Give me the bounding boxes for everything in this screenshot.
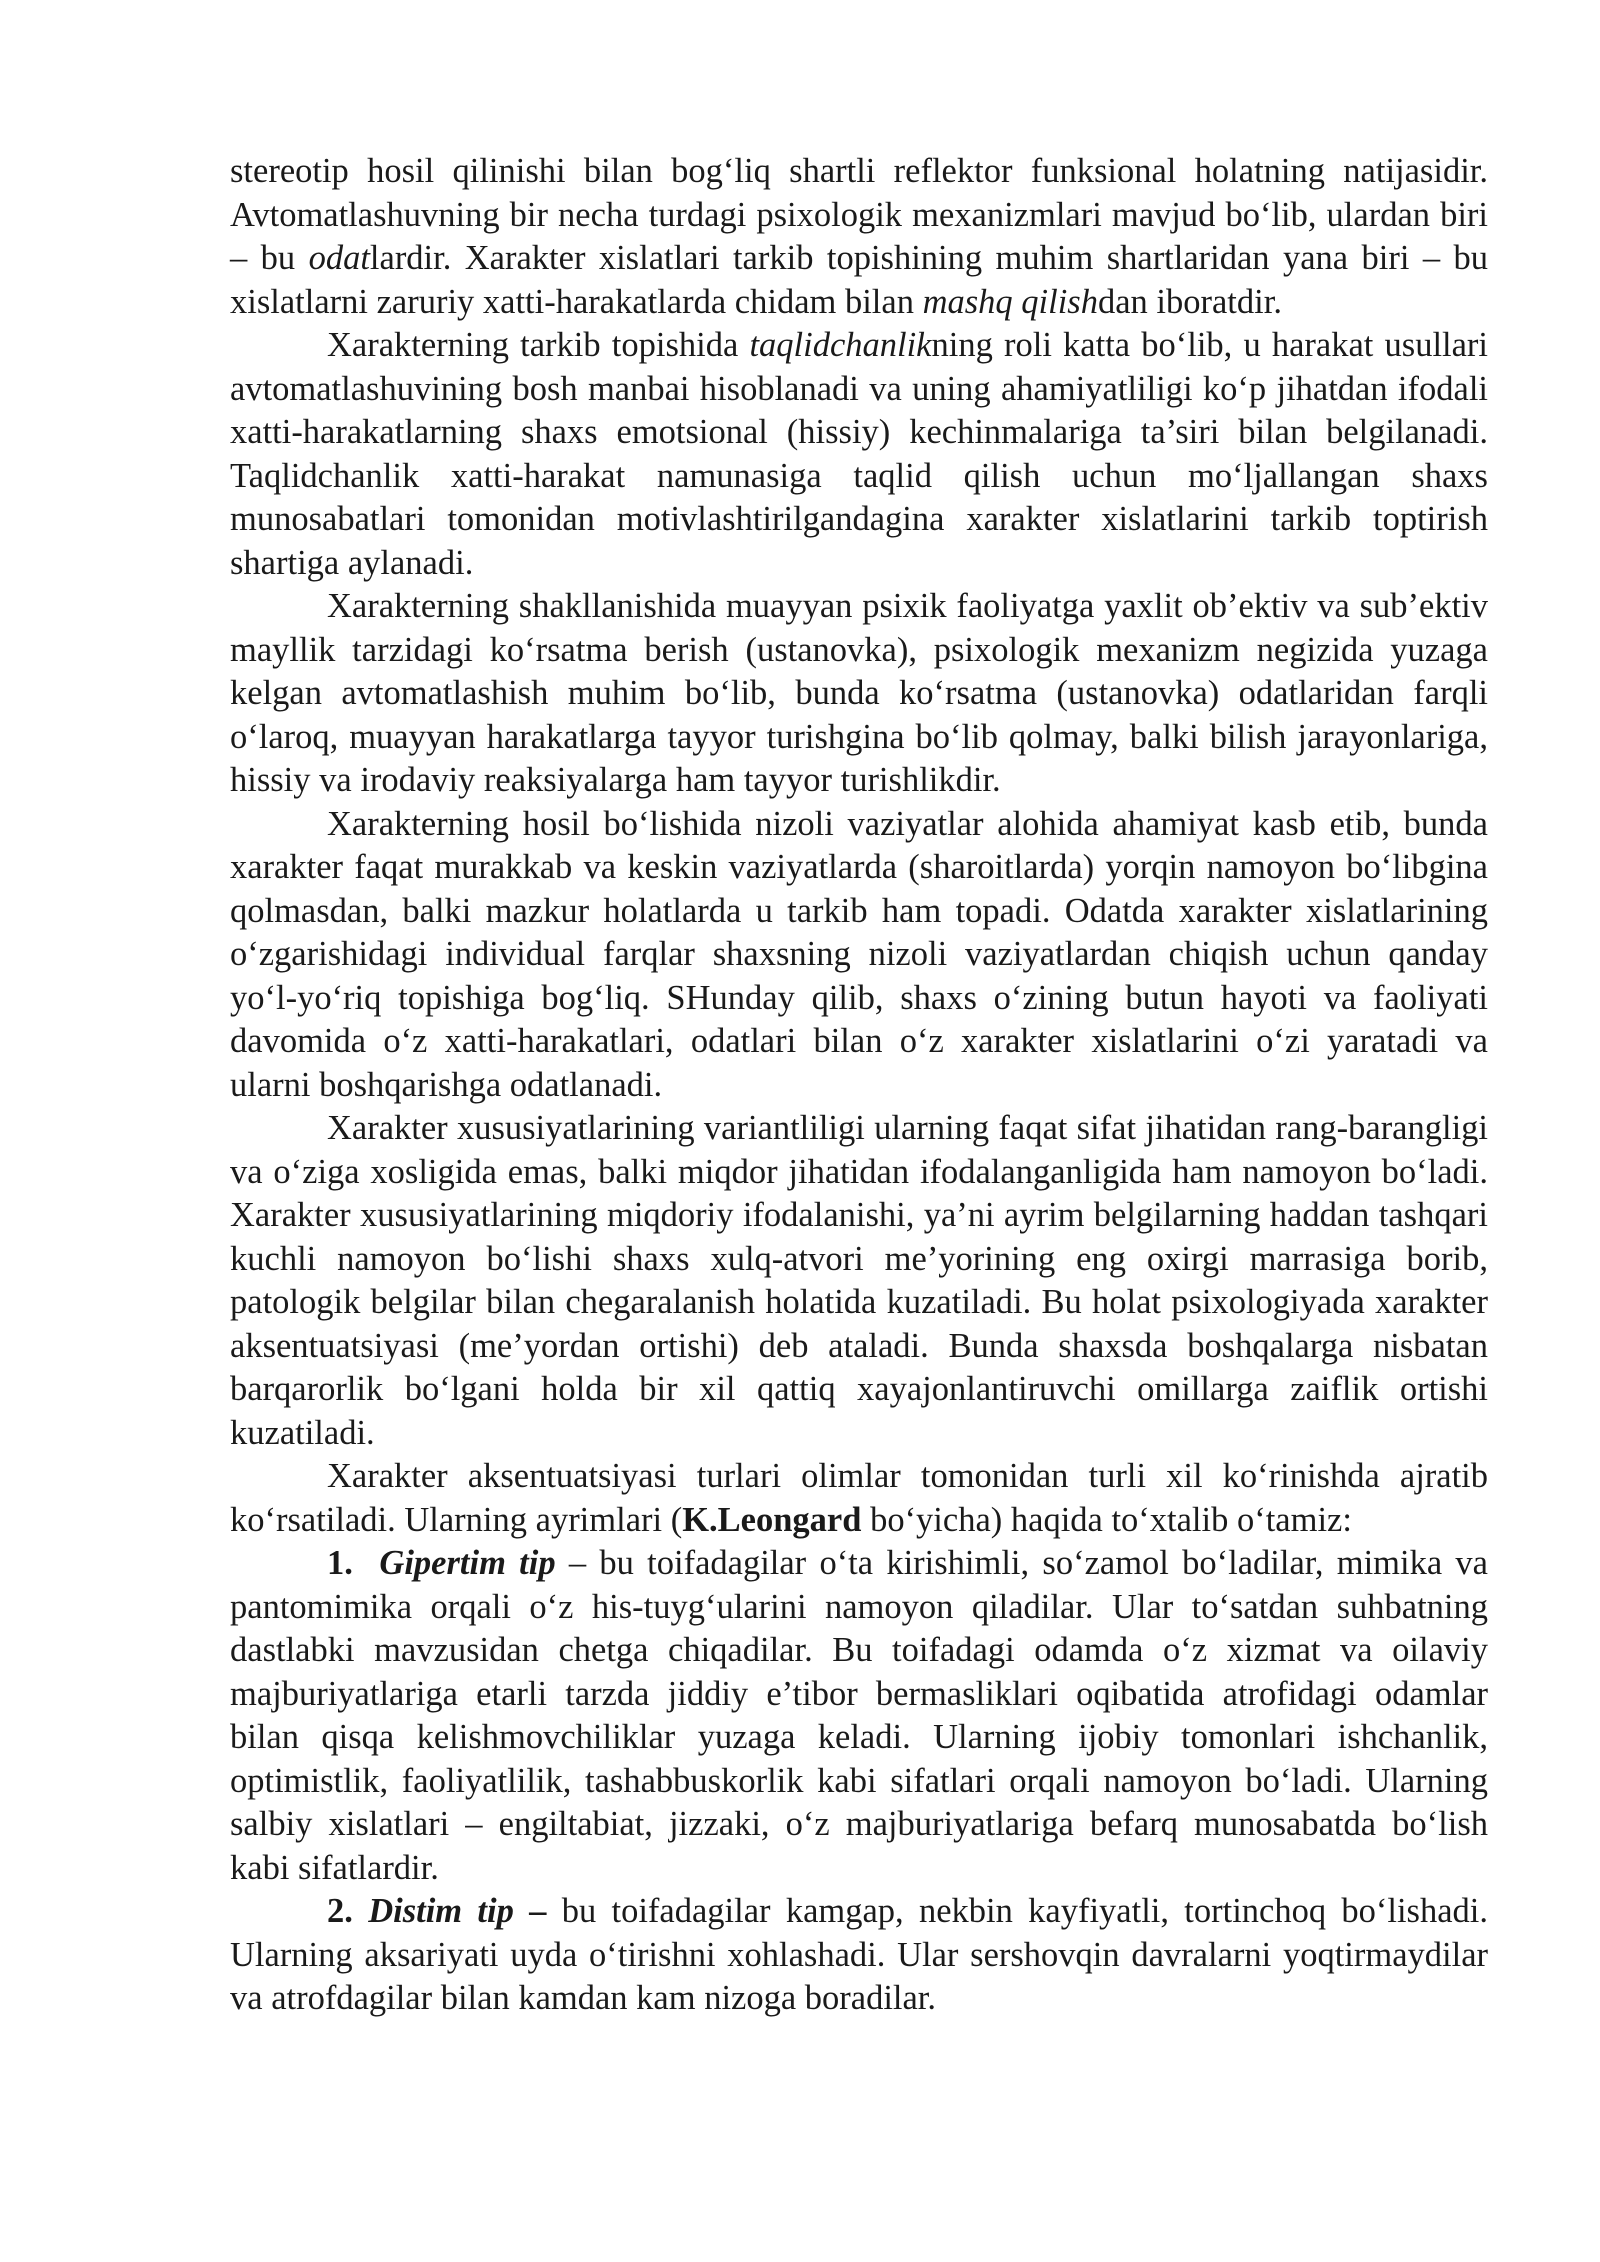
text-run: Xarakterning hosil bo‘lishida nizoli vaziyatlar alohida ahamiyat kasb etib, bunda xarakter faqat murakkab va keskin vaziyatlarda (sharoitlarda) yorqin namoyon bo‘libgina qolmasdan, balki mazkur holatlarda u tarkib ham topadi. Odatda xarakter xislatlarining o‘zgarishidagi individual farqlar shaxsning nizoli vaziyatlardan chiqish uchun qanday yo‘l-yo‘riq topishiga bog‘liq. SHunday qilib, shaxs o‘zining butun hayoti va faoliyati davomida o‘z xatti-harakatlari, odatlari bilan o‘z xarakter xislatlarini o‘zi yaratadi va ularni boshqarishga odatlanadi. bbox=[230, 804, 1488, 1104]
text-run-italic: mashq qilish bbox=[922, 282, 1098, 321]
text-run-italic: taqlidchanlik bbox=[749, 326, 932, 364]
term-heading: Gipertim tip bbox=[379, 1544, 556, 1582]
text-run: bu toifadagilar kamgap, nekbin kayfiyatli, tortinchoq bo‘lishadi. Ularning aksariyati uyda o‘tirishni xohlashadi. Ular sershovqin davralarni yoqtirmaydilar va atrofdagilar bilan kamdan kam nizoga boradilar. bbox=[230, 1892, 1489, 2017]
text-run: Xarakterning tarkib topishida bbox=[327, 326, 750, 364]
text-run: Xarakter xususiyatlarining variantliligi ularning faqat sifat jihatidan rang-barangligi va o‘ziga xosligida emas, balki miqdor jihatidan ifodalanganligida ham namoyon bo‘ladi. Xarakter xususiyatlarining miqdoriy ifodalanishi, ya’ni ayrim belgilarning haddan tashqari kuchli namoyon bo‘lishi shaxs xulq-atvori me’yorining eng oxirgi marrasiga borib, patologik belgilar bilan chegaralanish holatida kuzatiladi. Bu holat psixologiyada xarakter aksentuatsiyasi (me’yordan ortishi) deb ataladi. Bunda shaxsda boshqalarga nisbatan barqarorlik bo‘lgani holda bir xil qattiq xayajonlantiruvchi omillarga zaiflik ortishi kuzatiladi. bbox=[230, 1109, 1488, 1452]
text-run: ning roli katta bo‘lib, u harakat usullari avtomatlashuvining bosh manbai hisoblanadi va uning ahamiyatliligi ko‘p jihatdan ifodali xatti-harakatlarning shaxs emotsional (hissiy) kechinmalariga ta’siri bilan belgilanadi. Taqlidchanlik xatti-harakat namunasiga taqlid qilish uchun mo‘ljallangan shaxs munosabatlari tomonidan motivlashtirilgandagina xarakter xislatlarini tarkib toptirish shartiga aylanadi. bbox=[230, 326, 1488, 582]
text-run-italic: odat bbox=[308, 239, 370, 277]
text-run-bold: K.Leongard bbox=[682, 1500, 862, 1539]
list-item-gipertim bbox=[230, 1542, 1488, 1890]
text-run: Xarakterning shakllanishida muayyan psixik faoliyatga yaxlit ob’ektiv va sub’ektiv mayllik tarzidagi ko‘rsatma berish (ustanovka), psixologik mexanizm negizida yuzaga kelgan avtomatlashish muhim bo‘lib, bunda ko‘rsatma (ustanovka) odatlaridan farqli o‘laroq, muayyan harakatlarga tayyor turishgina bo‘lib qolmay, balki bilish jarayonlariga, hissiy va irodaviy reaksiyalarga ham tayyor turishlikdir. bbox=[230, 587, 1488, 799]
paragraph-1 bbox=[230, 150, 1488, 324]
paragraph-4 bbox=[230, 803, 1488, 1108]
text-run: Xarakter aksentuatsiyasi turlari olimlar tomonidan turli xil ko‘rinishda ajratib ko‘rsatiladi. Ularning ayrimlari ( bbox=[230, 1457, 1488, 1539]
paragraph-5 bbox=[230, 1107, 1488, 1455]
document-page bbox=[230, 150, 1488, 2021]
list-number: 1. bbox=[327, 1544, 380, 1582]
list-number: 2. bbox=[327, 1892, 369, 1930]
text-run: dan iboratdir. bbox=[1097, 282, 1282, 321]
text-run: stereotip hosil qilinishi bilan bog‘liq shartli reflektor funksional holatning natijasidir. Avtomatlashuvning bir necha turdagi psixologik mexanizmlari mavjud bo‘lib, ulardan biri – bu bbox=[230, 152, 1488, 277]
paragraph-3 bbox=[230, 585, 1488, 803]
paragraph-6 bbox=[230, 1455, 1488, 1542]
text-run: – bu toifadagilar o‘ta kirishimli, so‘zamol bo‘ladilar, mimika va pantomimika orqali o‘z his-tuyg‘ularini namoyon qiladilar. Ular to‘satdan suhbatning dastlabki mavzusidan chetga chiqadilar. Bu toifadagi odamda o‘z xizmat va oilaviy majburiyatlariga etarli tarzda jiddiy e’tibor bermasliklari oqibatida atrofidagi odamlar bilan qisqa kelishmovchiliklar yuzaga keladi. Ularning ijobiy tomonlari ishchanlik, optimistlik, faoliyatlilik, tashabbuskorlik kabi sifatlari orqali namoyon bo‘ladi. Ularning salbiy xislatlari – engiltabiat, jizzaki, o‘z majburiyatlariga befarq munosabatda bo‘lish kabi sifatlardir. bbox=[230, 1544, 1488, 1887]
term-heading: Distim tip bbox=[368, 1892, 514, 1930]
text-run: bo‘yicha) haqida to‘xtalib o‘tamiz: bbox=[861, 1500, 1352, 1539]
text-run: lardir. Xarakter xislatlari tarkib topishining muhim shartlaridan yana biri – bu xislatlarni zaruriy xatti-harakatlarda chidam bilan bbox=[230, 239, 1488, 321]
paragraph-2 bbox=[230, 324, 1488, 585]
text-run-bold: – bbox=[513, 1892, 547, 1930]
list-item-distim bbox=[230, 1890, 1488, 2021]
